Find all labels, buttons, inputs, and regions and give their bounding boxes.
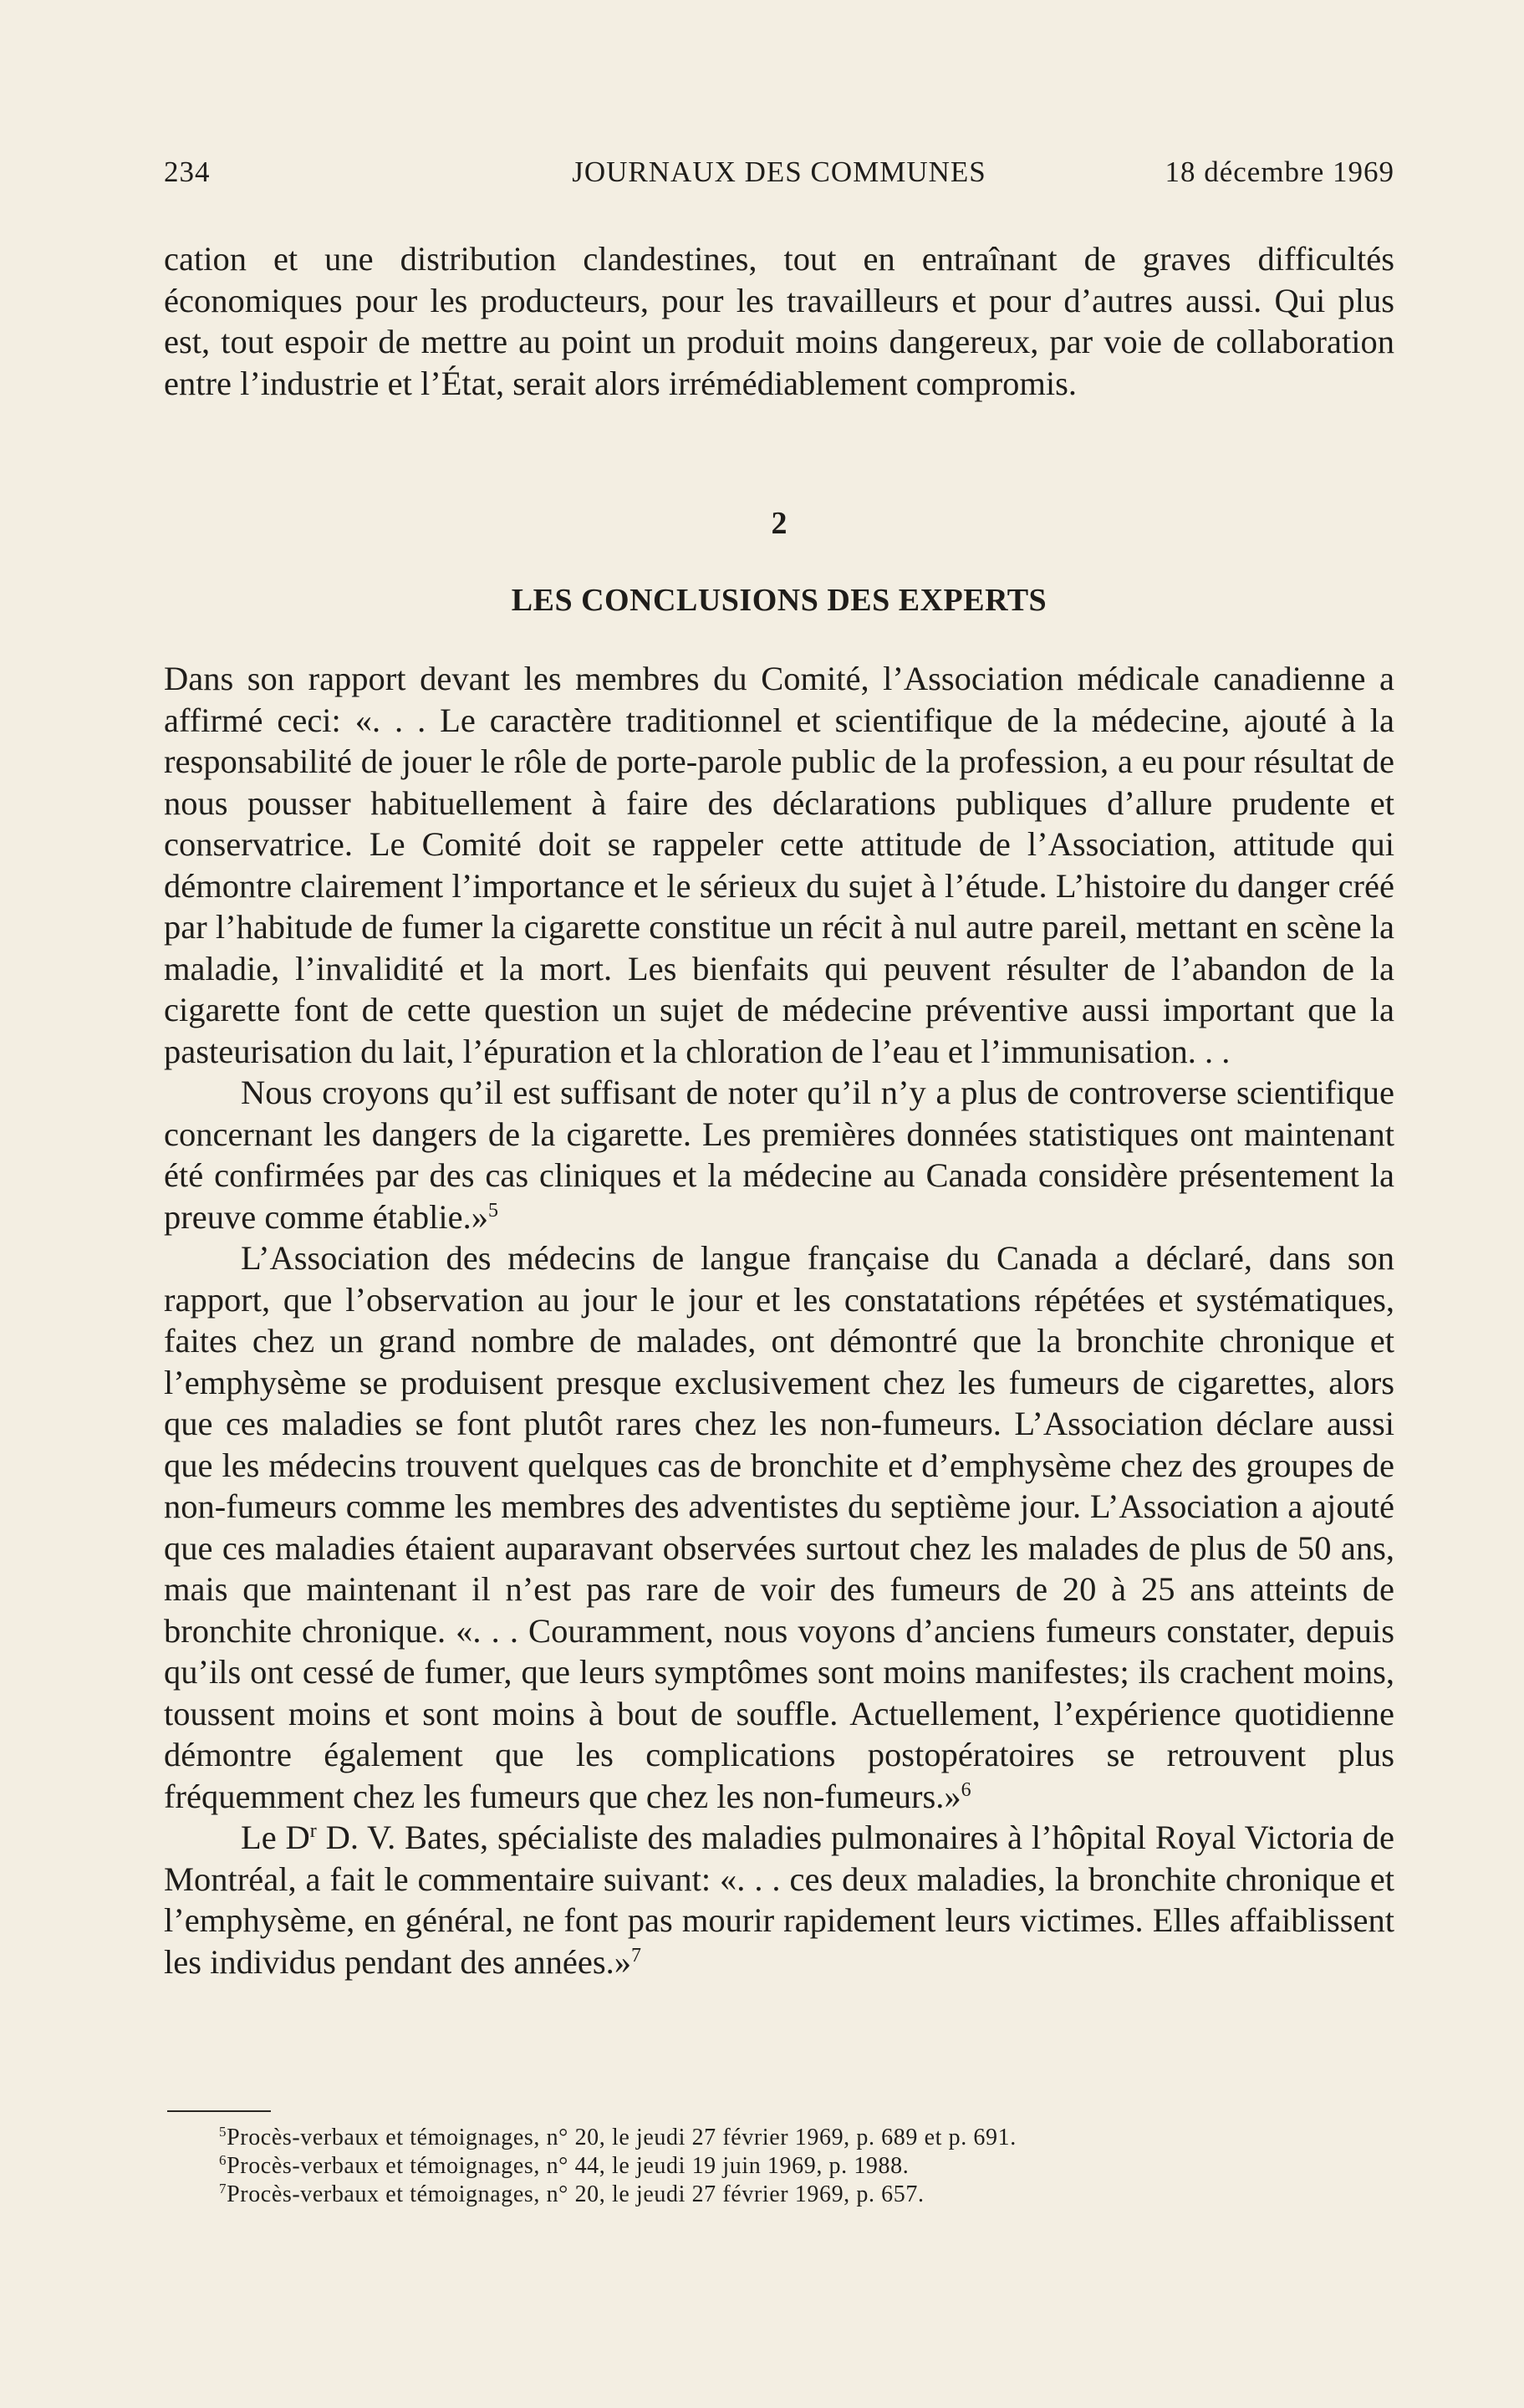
paragraph-amlfc-text: L’Association des médecins de langue française du Canada a déclaré, dans son rapport, que l’observation au jour le jour et les constatations répétées et systématiques, faites chez un grand nombre de malades, ont démontré que la bronchite chronique et l’emphysème se produisent presque exclusivement chez les fumeurs de cigarettes, alors que ces maladies se font plutôt rares chez les non-fumeurs. L’Association déclare aussi que les médecins trouvent quelques cas de bronchite et d’emphysème chez des groupes de non-fumeurs comme les membres des adventistes du septième jour. L’Association a ajouté que ces maladies étaient auparavant observées surtout chez les malades de plus de 50 ans, mais que maintenant il n’est pas rare de voir des fumeurs de 20 à 25 ans atteints de bronchite chronique. «. . . Couramment, nous voyons d’anciens fumeurs constater, depuis qu’ils ont cessé de fumer, que leurs symptômes sont moins manifestes; ils crachent moins, toussent moins et sont moins à bout de souffle. Actuellement, l’expérience quotidienne démontre également que les complications postopératoires se retrouvent plus fréquemment chez les fumeurs que chez les non-fumeurs.» bbox=[164, 1239, 1394, 1815]
section-body bbox=[164, 658, 1394, 1982]
paragraph-bates-start: Le D bbox=[241, 1819, 310, 1856]
footnote-divider bbox=[167, 2110, 271, 2112]
paragraph-controversy bbox=[164, 1072, 1394, 1237]
footnote-item bbox=[219, 2124, 1306, 2152]
page-number: 234 bbox=[164, 156, 211, 188]
footnote-marker: 5 bbox=[219, 2124, 227, 2140]
footnote-text: Procès-verbaux et témoignages, n° 20, le jeudi 27 février 1969, p. 689 et p. 691. bbox=[227, 2125, 1017, 2150]
paragraph-cma bbox=[164, 658, 1394, 1072]
paragraph-controversy-text: Nous croyons qu’il est suffisant de noter qu’il n’y a plus de controverse scientifique concernant les dangers de la cigarette. Les premières données statistiques ont maintenant été confirmées par des cas cliniques et la médecine au Canada considère présentement la preuve comme établie.» bbox=[164, 1074, 1394, 1236]
section-number: 2 bbox=[771, 506, 787, 541]
footnote-ref-5: 5 bbox=[487, 1199, 498, 1222]
doctor-abbrev-sup: r bbox=[309, 1820, 317, 1842]
paragraph-cma-text: Dans son rapport devant les membres du Comité, l’Association médicale canadienne a affirmé ceci: «. . . Le caractère traditionnel et scientifique de la médecine, ajouté à la responsabilité de jouer le rôle de porte-parole public de la profession, a eu pour résultat de nous pousser habituellement à faire des déclarations publiques d’allure prudente et conservatrice. Le Comité doit se rappeler cette attitude de l’Association, attitude qui démontre clairement l’importance et le sérieux du sujet à l’étude. L’histoire du danger créé par l’habitude de fumer la cigarette constitue un récit à nul autre pareil, mettant en scène la maladie, l’invalidité et la mort. Les bienfaits qui peuvent résulter de l’abandon de la cigarette font de cette question un sujet de médecine préventive aussi important que la pasteurisation du lait, l’épuration et la chloration de l’eau et l’immunisation. . . bbox=[164, 660, 1394, 1070]
footnote-item bbox=[219, 2181, 1306, 2209]
paragraph-bates bbox=[164, 1817, 1394, 1982]
footnote-text: Procès-verbaux et témoignages, n° 44, le jeudi 19 juin 1969, p. 1988. bbox=[227, 2153, 910, 2179]
intro-text-block bbox=[164, 238, 1394, 404]
footnote-ref-7: 7 bbox=[631, 1944, 642, 1967]
footnote-ref-6: 6 bbox=[961, 1778, 971, 1801]
footnote-text: Procès-verbaux et témoignages, n° 20, le jeudi 27 février 1969, p. 657. bbox=[227, 2181, 925, 2207]
paragraph-amlfc bbox=[164, 1237, 1394, 1817]
footnotes bbox=[219, 2124, 1306, 2209]
header-date: 18 décembre 1969 bbox=[1165, 156, 1394, 188]
footnote-item bbox=[219, 2152, 1306, 2181]
paragraph-bates-text: D. V. Bates, spécialiste des maladies pulmonaires à l’hôpital Royal Victoria de Montréal, a fait le commentaire suivant: «. . . ces deux maladies, la bronchite chronique et l’emphysème, en général, ne font pas mourir rapidement leurs victimes. Elles affaiblissent les individus pendant des années.» bbox=[164, 1819, 1394, 1981]
footnote-marker: 7 bbox=[219, 2181, 227, 2196]
running-header bbox=[164, 156, 1394, 197]
journal-title: JOURNAUX DES COMMUNES bbox=[572, 156, 986, 188]
intro-paragraph: cation et une distribution clandestines, tout en entraînant de graves difficultés économiques pour les producteurs, pour les travailleurs et pour d’autres aussi. Qui plus est, tout espoir de mettre au point un produit moins dangereux, par voie de collaboration entre l’industrie et l’État, serait alors irrémédiablement compromis. bbox=[164, 240, 1394, 402]
footnote-marker: 6 bbox=[219, 2152, 227, 2168]
section-title: LES CONCLUSIONS DES EXPERTS bbox=[511, 583, 1047, 618]
